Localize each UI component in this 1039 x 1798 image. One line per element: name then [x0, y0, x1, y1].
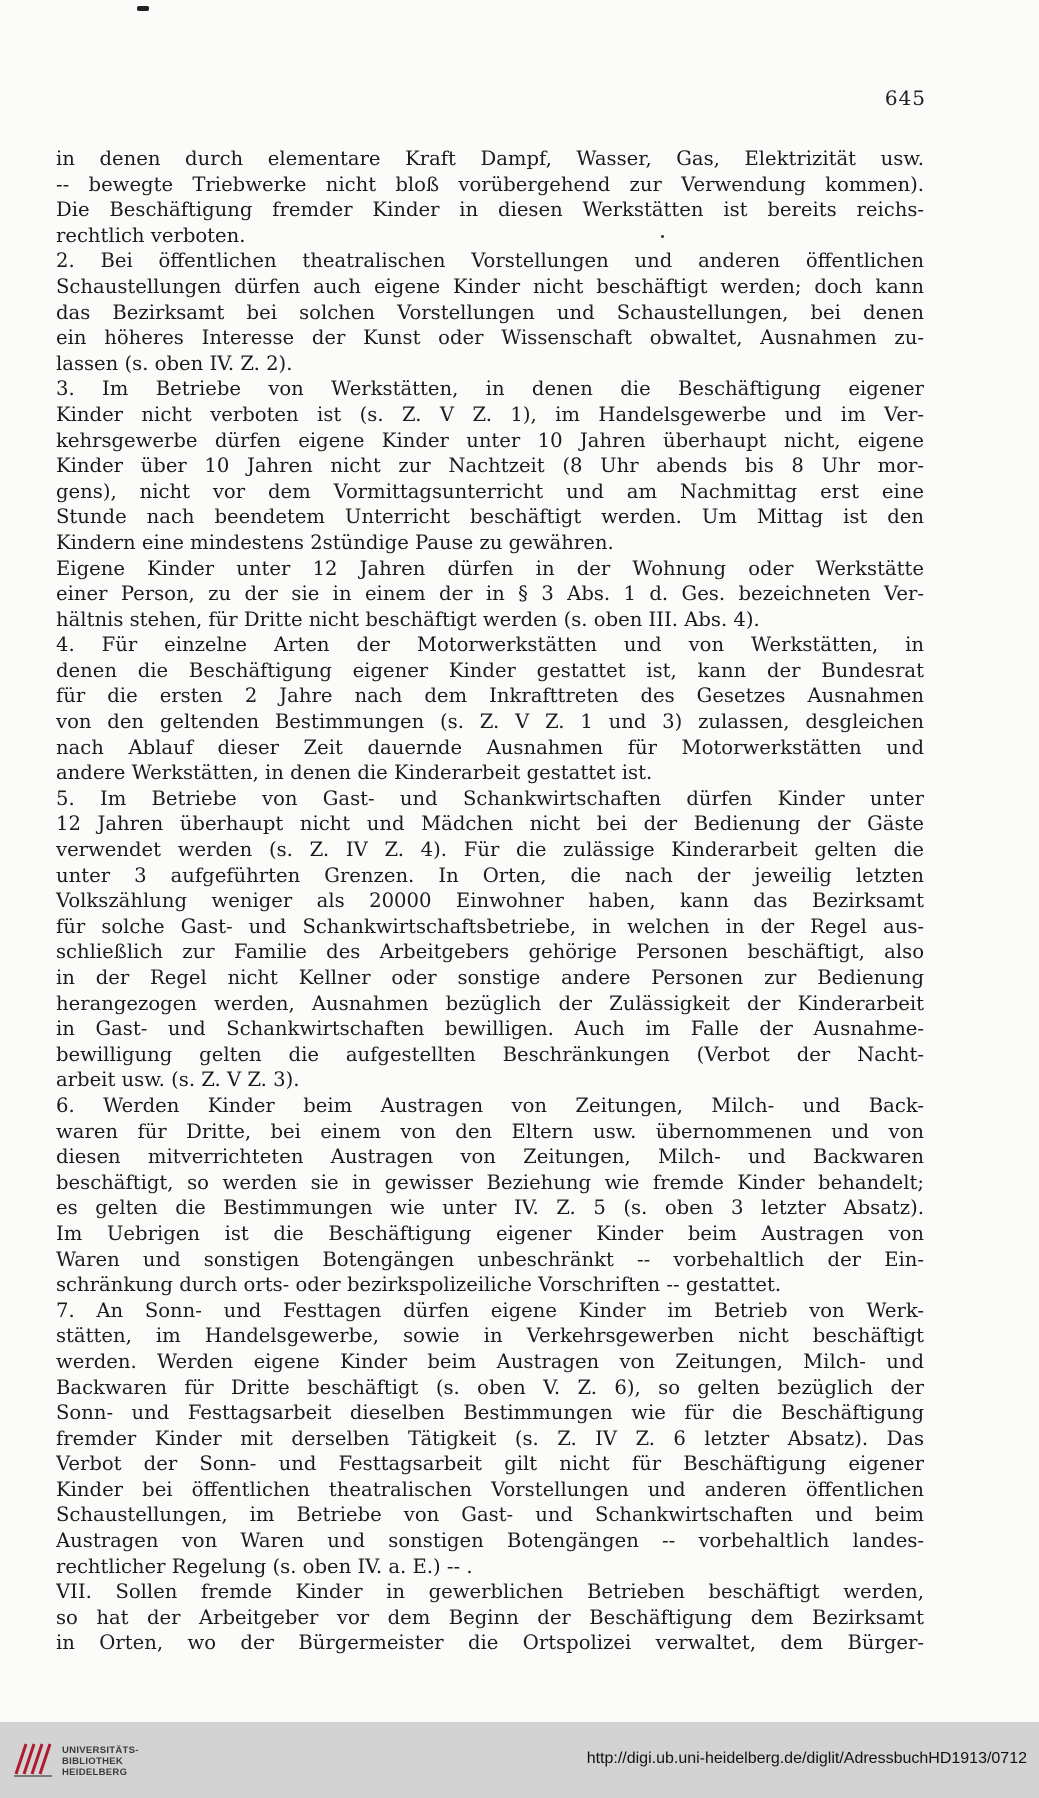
text-line: 7. An Sonn- und Festtagen dürfen eigene Kinder im Betrieb von Werk- [56, 1298, 924, 1322]
text-line: in der Regel nicht Kellner oder sonstige andere Personen zur Bedienung [56, 966, 924, 989]
text-line: 3. Im Betriebe von Werkstätten, in denen die Beschäftigung eigener [56, 377, 924, 401]
text-line: es gelten die Bestimmungen wie unter IV. Z. 5 (s. oben 3 letzter Absatz). [56, 1196, 924, 1220]
body-text [56, 146, 924, 1656]
text-line: ein höheres Interesse der Kunst oder Wissenschaft obwaltet, Ausnahmen zu- [56, 326, 924, 350]
logo-line-2: BIBLIOTHEK [62, 1756, 124, 1767]
text-line: Verbot der Sonn- und Festtagsarbeit gilt nicht für Beschäftigung eigener [56, 1452, 924, 1476]
text-line: werden. Werden eigene Kinder beim Austragen von Zeitungen, Milch- und [56, 1349, 924, 1373]
text-line: Eigene Kinder unter 12 Jahren dürfen in der Wohnung oder Werkstätte [56, 556, 924, 580]
text-line: rechtlicher Regelung (s. oben IV. a. E.) -- . [56, 1554, 473, 1578]
text-line: stätten, im Handelsgewerbe, sowie in Verkehrsgewerben nicht beschäftigt [56, 1324, 924, 1348]
text-line: herangezogen werden, Ausnahmen bezüglich der Zulässigkeit der Kinderarbeit [56, 991, 924, 1015]
text-line: diesen mitverrichteten Austragen von Zeitungen, Milch- und Backwaren [56, 1145, 924, 1169]
text-line: Die Beschäftigung fremder Kinder in diesen Werkstätten ist bereits reichs- [56, 198, 924, 222]
text-line: für die ersten 2 Jahre nach dem Inkrafttreten des Gesetzes Ausnahmen [56, 684, 924, 708]
text-line: unter 3 aufgeführten Grenzen. In Orten, die nach der jeweilig letzten [56, 863, 924, 887]
text-line: 6. Werden Kinder beim Austragen von Zeitungen, Milch- und Back- [56, 1093, 924, 1117]
text-line: schränkung durch orts- oder bezirkspolizeiliche Vorschriften -- gestattet. [56, 1273, 782, 1297]
text-line: Schaustellungen, im Betriebe von Gast- und Schankwirtschaften und beim [56, 1503, 924, 1527]
logo-line-1: UNIVERSITÄTS- [62, 1745, 139, 1756]
library-logo-icon [10, 1736, 54, 1780]
text-line: das Bezirksamt bei solchen Vorstellungen und Schaustellungen, bei denen [56, 300, 924, 324]
text-line: Backwaren für Dritte beschäftigt (s. oben V. Z. 6), so gelten bezüglich der [56, 1375, 924, 1399]
text-line: in denen durch elementare Kraft Dampf, Wasser, Gas, Elektrizität usw. [56, 147, 924, 170]
text-line: nach Ablauf dieser Zeit dauernde Ausnahmen für Motorwerkstätten und [56, 735, 924, 759]
footer-bar [0, 1722, 1039, 1798]
text-line: kehrsgewerbe dürfen eigene Kinder unter 10 Jahren überhaupt nicht, eigene [56, 428, 924, 452]
text-line: so hat der Arbeitgeber vor dem Beginn der Beschäftigung dem Bezirksamt [56, 1605, 924, 1629]
text-line: einer Person, zu der sie in einem der in § 3 Abs. 1 d. Ges. bezeichneten Ver- [56, 582, 924, 606]
ink-mark [137, 6, 149, 11]
text-line: Stunde nach beendetem Unterricht beschäftigt werden. Um Mittag ist den [56, 505, 924, 529]
text-line: andere Werkstätten, in denen die Kinderarbeit gestattet ist. [56, 761, 653, 785]
text-line: schließlich zur Familie des Arbeitgebers gehörige Personen beschäftigt, also [56, 940, 924, 964]
text-line: Austragen von Waren und sonstigen Botengängen -- vorbehaltlich landes- [56, 1529, 924, 1553]
text-line: beschäftigt, so werden sie in gewisser Beziehung wie fremde Kinder behandelt; [56, 1170, 924, 1194]
text-line: arbeit usw. (s. Z. V Z. 3). [56, 1068, 300, 1092]
text-line: 2. Bei öffentlichen theatralischen Vorstellungen und anderen öffentlichen [56, 249, 924, 273]
text-line: 5. Im Betriebe von Gast- und Schankwirtschaften dürfen Kinder unter [56, 786, 924, 810]
logo-line-3: HEIDELBERG [62, 1767, 128, 1778]
text-line: Im Uebrigen ist die Beschäftigung eigener Kinder beim Austragen von [56, 1221, 924, 1245]
text-line: rechtlich verboten. [56, 223, 246, 247]
text-line: gens), nicht vor dem Vormittagsunterricht und am Nachmittag erst eine [56, 479, 924, 503]
text-line: waren für Dritte, bei einem von den Eltern usw. übernommenen und von [56, 1119, 924, 1143]
text-line: verwendet werden (s. Z. IV Z. 4). Für die zulässige Kinderarbeit gelten die [56, 838, 924, 862]
text-line: 4. Für einzelne Arten der Motorwerkstätten und von Werkstätten, in [56, 633, 924, 657]
text-line: denen die Beschäftigung eigener Kinder gestattet ist, kann der Bundesrat [56, 658, 924, 682]
text-line: fremder Kinder mit derselben Tätigkeit (s. Z. IV Z. 6 letzter Absatz). Das [56, 1426, 924, 1450]
text-line: hältnis stehen, für Dritte nicht beschäftigt werden (s. oben III. Abs. 4). [56, 607, 760, 631]
source-url[interactable]: http://digi.ub.uni-heidelberg.de/diglit/AdressbuchHD1913/0712 [586, 1750, 1027, 1767]
text-line: Waren und sonstigen Botengängen unbeschränkt -- vorbehaltlich der Ein- [56, 1247, 924, 1271]
library-logo-text [62, 1745, 139, 1778]
text-line: 12 Jahren überhaupt nicht und Mädchen nicht bei der Bedienung der Gäste [56, 812, 924, 836]
text-line: -- bewegte Triebwerke nicht bloß vorübergehend zur Verwendung kommen). [56, 172, 924, 196]
text-line: Kindern eine mindestens 2stündige Pause zu gewähren. [56, 530, 614, 554]
text-line: lassen (s. oben IV. Z. 2). [56, 351, 293, 375]
text-line: für solche Gast- und Schankwirtschaftsbetriebe, in welchen in der Regel aus- [56, 914, 924, 938]
text-line: Kinder nicht verboten ist (s. Z. V Z. 1), im Handelsgewerbe und im Ver- [56, 402, 924, 426]
text-line: in Gast- und Schankwirtschaften bewilligen. Auch im Falle der Ausnahme- [56, 1017, 924, 1041]
text-line: bewilligung gelten die aufgestellten Beschränkungen (Verbot der Nacht- [56, 1042, 924, 1066]
text-line: Kinder über 10 Jahren nicht zur Nachtzeit (8 Uhr abends bis 8 Uhr mor- [56, 454, 924, 478]
text-line: von den geltenden Bestimmungen (s. Z. V Z. 1 und 3) zulassen, desgleichen [56, 710, 924, 734]
text-line: VII. Sollen fremde Kinder in gewerblichen Betrieben beschäftigt werden, [56, 1580, 924, 1604]
text-line: Kinder bei öffentlichen theatralischen Vorstellungen und anderen öffentlichen [56, 1477, 924, 1501]
page-number: 645 [884, 86, 926, 110]
text-line: Sonn- und Festtagsarbeit dieselben Bestimmungen wie für die Beschäftigung [56, 1401, 924, 1425]
text-line: in Orten, wo der Bürgermeister die Ortspolizei verwaltet, dem Bürger- [56, 1631, 924, 1655]
text-line: Schaustellungen dürfen auch eigene Kinder nicht beschäftigt werden; doch kann [56, 274, 924, 298]
text-line: Volkszählung weniger als 20000 Einwohner haben, kann das Bezirksamt [56, 889, 924, 913]
